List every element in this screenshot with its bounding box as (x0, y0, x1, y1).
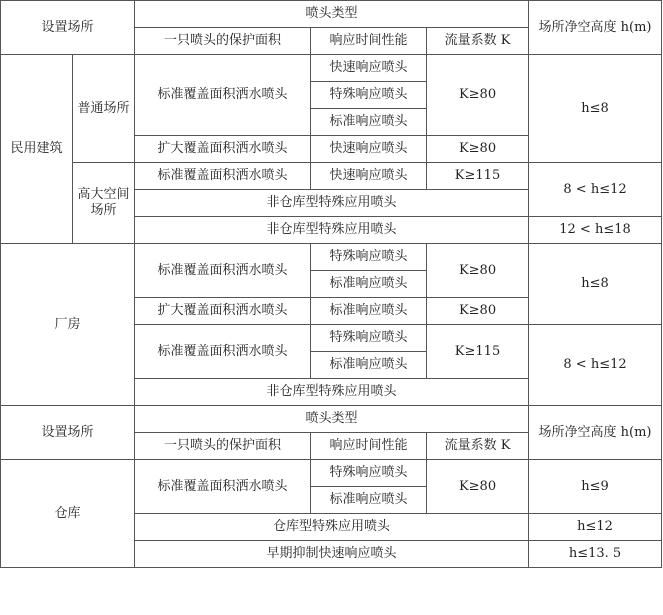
table-row (1, 460, 662, 487)
cell-response: 特殊响应喷头 (311, 460, 427, 487)
header-setting-place: 设置场所 (1, 406, 135, 460)
cell-special-nozzle: 非仓库型特殊应用喷头 (135, 379, 529, 406)
cell-special-nozzle: 非仓库型特殊应用喷头 (135, 217, 529, 244)
cell-protection-area: 标准覆盖面积洒水喷头 (135, 55, 311, 136)
header-protection-area: 一只喷头的保护面积 (135, 28, 311, 55)
section-warehouse: 仓库 (1, 460, 135, 568)
cell-protection-area: 标准覆盖面积洒水喷头 (135, 460, 311, 514)
header-response-performance: 响应时间性能 (311, 28, 427, 55)
section-civil-buildings: 民用建筑 (1, 55, 73, 244)
cell-protection-area: 标准覆盖面积洒水喷头 (135, 325, 311, 379)
subsection-ordinary-place: 普通场所 (73, 55, 135, 163)
header-flow-coefficient: 流量系数 K (427, 28, 529, 55)
cell-clear-height: 8 < h≤12 (529, 163, 662, 217)
cell-response: 快速响应喷头 (311, 136, 427, 163)
cell-k-value: K≥80 (427, 55, 529, 136)
cell-special-nozzle: 非仓库型特殊应用喷头 (135, 190, 529, 217)
cell-clear-height: 8 < h≤12 (529, 325, 662, 406)
cell-clear-height: 12 < h≤18 (529, 217, 662, 244)
header-flow-coefficient: 流量系数 K (427, 433, 529, 460)
cell-protection-area: 扩大覆盖面积洒水喷头 (135, 298, 311, 325)
cell-clear-height: h≤13. 5 (529, 541, 662, 568)
table-row (1, 55, 662, 82)
cell-special-nozzle: 早期抑制快速响应喷头 (135, 541, 529, 568)
cell-protection-area: 标准覆盖面积洒水喷头 (135, 163, 311, 190)
header-clear-height: 场所净空高度 h(m) (529, 406, 662, 460)
cell-k-value: K≥80 (427, 460, 529, 514)
header-row-1 (1, 1, 662, 28)
cell-response: 标准响应喷头 (311, 352, 427, 379)
cell-k-value: K≥115 (427, 163, 529, 190)
cell-clear-height: h≤8 (529, 244, 662, 325)
section-factory: 厂房 (1, 244, 135, 406)
cell-special-nozzle: 仓库型特殊应用喷头 (135, 514, 529, 541)
header-row-1 (1, 406, 662, 433)
cell-clear-height: h≤8 (529, 55, 662, 163)
cell-clear-height: h≤9 (529, 460, 662, 514)
header-clear-height: 场所净空高度 h(m) (529, 1, 662, 55)
header-protection-area: 一只喷头的保护面积 (135, 433, 311, 460)
header-setting-place: 设置场所 (1, 1, 135, 55)
cell-response: 标准响应喷头 (311, 109, 427, 136)
cell-protection-area: 标准覆盖面积洒水喷头 (135, 244, 311, 298)
cell-response: 特殊响应喷头 (311, 244, 427, 271)
cell-k-value: K≥115 (427, 325, 529, 379)
cell-response: 标准响应喷头 (311, 298, 427, 325)
cell-k-value: K≥80 (427, 244, 529, 298)
cell-response: 特殊响应喷头 (311, 82, 427, 109)
cell-response: 快速响应喷头 (311, 163, 427, 190)
cell-k-value: K≥80 (427, 136, 529, 163)
cell-k-value: K≥80 (427, 298, 529, 325)
cell-clear-height: h≤12 (529, 514, 662, 541)
header-nozzle-type: 喷头类型 (135, 406, 529, 433)
cell-protection-area: 扩大覆盖面积洒水喷头 (135, 136, 311, 163)
table-row (1, 244, 662, 271)
cell-response: 快速响应喷头 (311, 55, 427, 82)
table-row (1, 163, 662, 190)
cell-response: 标准响应喷头 (311, 487, 427, 514)
subsection-large-space: 高大空间场所 (73, 163, 135, 244)
header-nozzle-type: 喷头类型 (135, 1, 529, 28)
header-response-performance: 响应时间性能 (311, 433, 427, 460)
cell-response: 标准响应喷头 (311, 271, 427, 298)
cell-response: 特殊响应喷头 (311, 325, 427, 352)
